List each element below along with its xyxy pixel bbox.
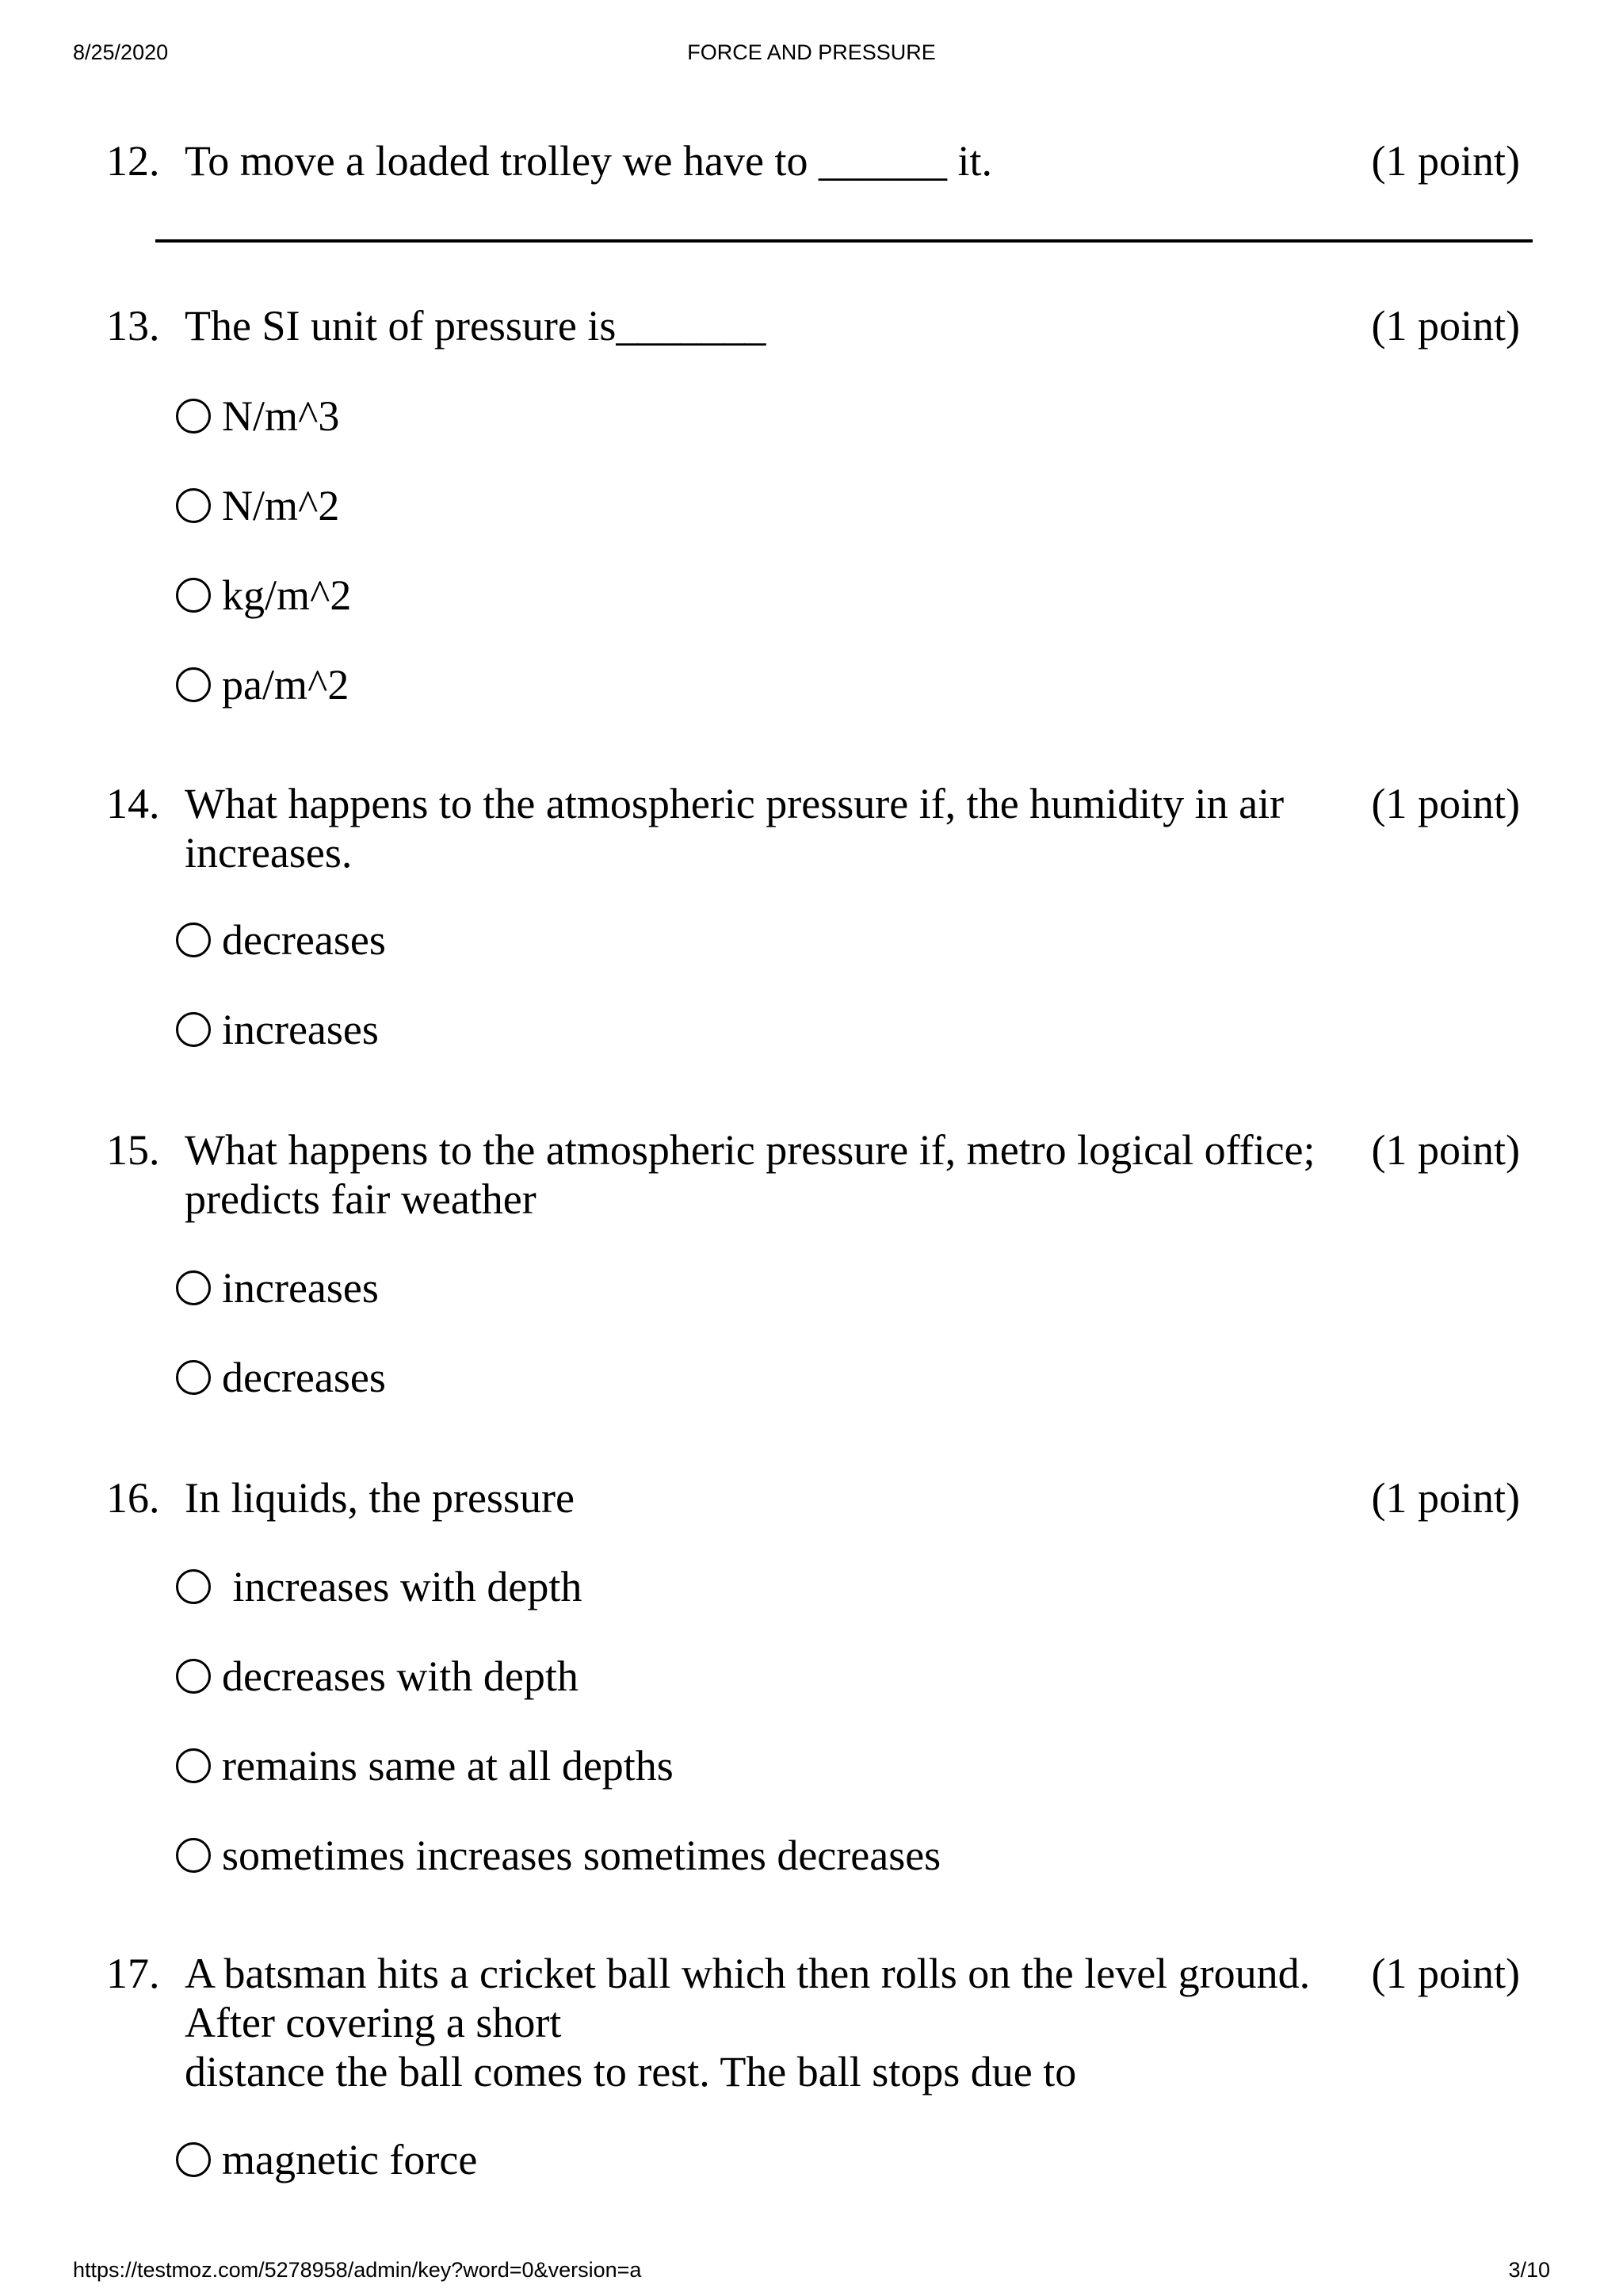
question-points: (1 point) bbox=[1371, 1950, 1520, 1997]
question-text: To move a loaded trolley we have to ______ it. bbox=[185, 137, 992, 185]
answer-option[interactable] bbox=[176, 1741, 674, 1790]
answer-option[interactable] bbox=[176, 1005, 379, 1054]
question-number: 15. bbox=[106, 1126, 160, 1174]
question-number: 16. bbox=[106, 1474, 160, 1522]
answer-option[interactable] bbox=[176, 392, 339, 441]
question-points: (1 point) bbox=[1371, 780, 1520, 827]
option-label: decreases bbox=[222, 1354, 386, 1401]
answer-option[interactable] bbox=[176, 1263, 379, 1312]
page-title: FORCE AND PRESSURE bbox=[687, 40, 936, 64]
option-label: kg/m^2 bbox=[222, 571, 352, 619]
radio-button-icon[interactable] bbox=[176, 1360, 211, 1395]
option-label: pa/m^2 bbox=[222, 661, 349, 709]
radio-button-icon[interactable] bbox=[176, 488, 211, 523]
question-text: What happens to the atmospheric pressure if, metro logical office; predicts fair weather bbox=[185, 1126, 1316, 1223]
radio-button-icon[interactable] bbox=[176, 578, 211, 613]
radio-button-icon[interactable] bbox=[176, 1748, 211, 1783]
radio-button-icon[interactable] bbox=[176, 1012, 211, 1047]
answer-option[interactable] bbox=[176, 915, 386, 965]
answer-option[interactable] bbox=[176, 481, 339, 530]
radio-button-icon[interactable] bbox=[176, 1659, 211, 1694]
answer-option[interactable] bbox=[176, 571, 351, 620]
page-number: 3/10 bbox=[1508, 2258, 1550, 2282]
radio-button-icon[interactable] bbox=[176, 1270, 211, 1305]
option-label: magnetic force bbox=[222, 2136, 478, 2183]
radio-button-icon[interactable] bbox=[176, 923, 211, 957]
radio-button-icon[interactable] bbox=[176, 399, 211, 434]
answer-line bbox=[155, 239, 1533, 243]
question-number: 17. bbox=[106, 1950, 160, 1997]
answer-option[interactable] bbox=[176, 1831, 941, 1880]
option-label: sometimes increases sometimes decreases bbox=[222, 1832, 941, 1879]
question-text: In liquids, the pressure bbox=[185, 1474, 575, 1522]
page-url: https://testmoz.com/5278958/admin/key?word=0&version=a bbox=[73, 2258, 642, 2282]
option-label: increases bbox=[222, 1006, 379, 1053]
print-date: 8/25/2020 bbox=[73, 40, 169, 64]
question-number: 13. bbox=[106, 302, 160, 350]
radio-button-icon[interactable] bbox=[176, 667, 211, 702]
answer-option[interactable] bbox=[176, 660, 349, 709]
question-number: 12. bbox=[106, 137, 160, 185]
option-label: decreases bbox=[222, 916, 386, 964]
radio-button-icon[interactable] bbox=[176, 1569, 211, 1604]
option-label: N/m^3 bbox=[222, 392, 340, 440]
answer-option[interactable] bbox=[176, 1652, 579, 1701]
question-points: (1 point) bbox=[1371, 137, 1520, 185]
question-text: What happens to the atmospheric pressure if, the humidity in air increases. bbox=[185, 780, 1285, 877]
radio-button-icon[interactable] bbox=[176, 1838, 211, 1873]
question-points: (1 point) bbox=[1371, 1474, 1520, 1522]
question-number: 14. bbox=[106, 780, 160, 827]
option-label: remains same at all depths bbox=[222, 1742, 674, 1790]
question-text: The SI unit of pressure is_______ bbox=[185, 302, 766, 350]
question-points: (1 point) bbox=[1371, 302, 1520, 350]
option-label: increases with depth bbox=[222, 1563, 582, 1610]
answer-option[interactable] bbox=[176, 1353, 386, 1402]
option-label: increases bbox=[222, 1264, 379, 1312]
option-label: decreases with depth bbox=[222, 1652, 579, 1700]
question-points: (1 point) bbox=[1371, 1126, 1520, 1174]
answer-option[interactable] bbox=[176, 2135, 477, 2184]
question-text: A batsman hits a cricket ball which then rolls on the level ground. After covering a short distance the ball comes to rest. The ball stops due to bbox=[185, 1950, 1311, 2095]
answer-option[interactable] bbox=[176, 1562, 582, 1611]
radio-button-icon[interactable] bbox=[176, 2142, 211, 2177]
option-label: N/m^2 bbox=[222, 482, 340, 529]
